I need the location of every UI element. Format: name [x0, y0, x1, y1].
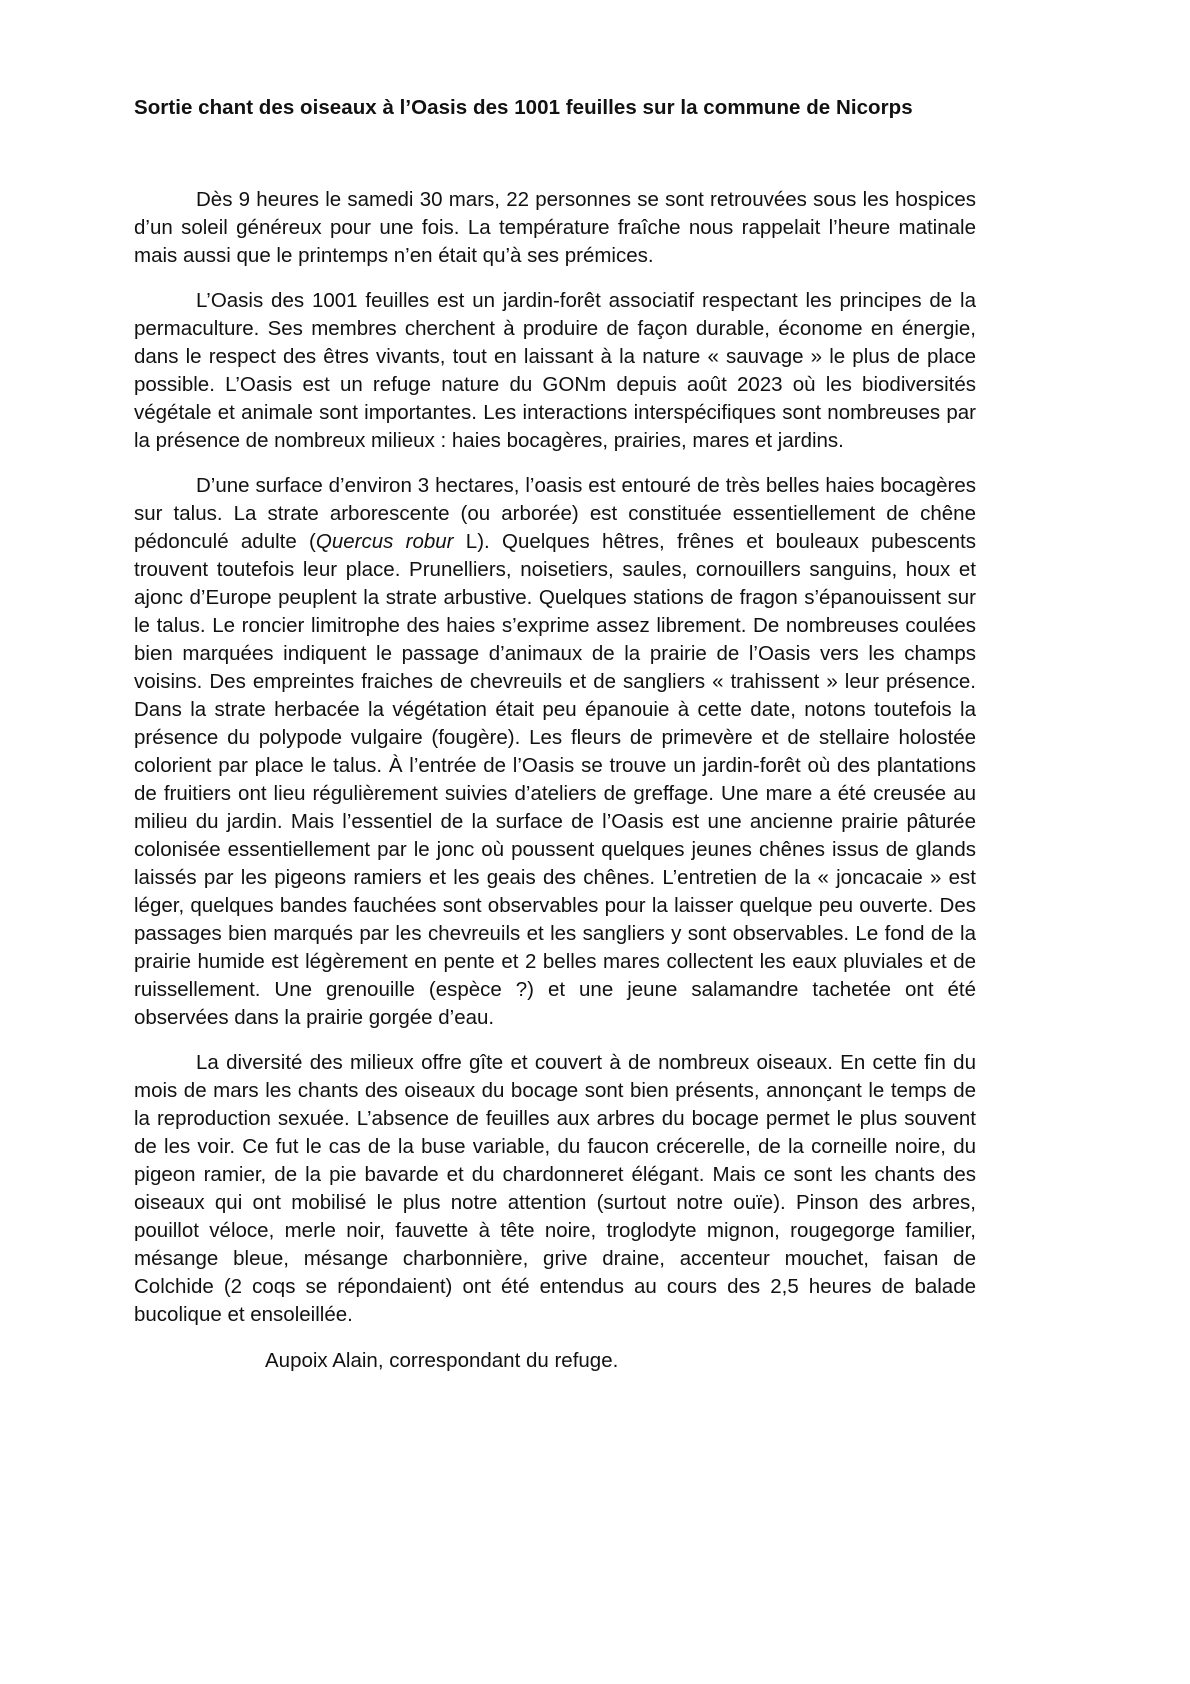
habitat-text-start: D’une surface d’environ 3 hectares, l’oasis est entouré de très belles haies bocagères sur talus. La strate arborescente (ou arborée) est constituée essentiellement de chêne pédonculé adulte (: [134, 474, 976, 553]
paragraph-bird-observations: La diversité des milieux offre gîte et couvert à de nombreux oiseaux. En cette fin du mois de mars les chants des oiseaux du bocage sont bien présents, annonçant le temps de la reproduction sexuée. L’absence de feuilles aux arbres du bocage permet le plus souvent de les voir. Ce fut le cas de la buse variable, du faucon crécerelle, de la corneille noire, du pigeon ramier, de la pie bavarde et du chardonneret élégant. Mais ce sont les chants des oiseaux qui ont mobilisé le plus notre attention (surtout notre ouïe). Pinson des arbres, pouillot véloce, merle noir, fauvette à tête noire, troglodyte mignon, rougegorge familier, mésange bleue, mésange charbonnière, grive draine, accenteur mouchet, faisan de Colchide (2 coqs se répondaient) ont été entendus au cours des 2,5 heures de balade bucolique et ensoleillée.: [134, 1051, 976, 1326]
document-title: Sortie chant des oiseaux à l’Oasis des 1001 feuilles sur la commune de Nicorps: [134, 96, 913, 119]
species-latin-name: Quercus robur: [315, 530, 454, 553]
habitat-text-end: L). Quelques hêtres, frênes et bouleaux pubescents trouvent toutefois leur place. Prunelliers, noisetiers, saules, cornouillers sanguins, houx et ajonc d’Europe peuplent la strate arbustive. Quelques stations de fragon s’épanouissent sur le talus. Le roncier limitrophe des haies s’exprime assez librement. De nombreuses coulées bien marquées indiquent le passage d’animaux de la prairie de l’Oasis vers les champs voisins. Des empreintes fraiches de chevreuils et de sangliers « trahissent » leur présence. Dans la strate herbacée la végétation était peu épanouie à cette date, notons toutefois la présence du polypode vulgaire (fougère). Les fleurs de primevère et de stellaire holostée colorient par place le talus. À l’entrée de l’Oasis se trouve un jardin-forêt où des plantations de fruitiers ont lieu régulièrement suivies d’ateliers de greffage. Une mare a été creusée au milieu du jardin. Mais l’essentiel de la surface de l’Oasis est une ancienne prairie pâturée colonisée essentiellement par le jonc où poussent quelques jeunes chênes issus de glands laissés par les pigeons ramiers et les geais des chênes. L’entretien de la « joncacaie » est léger, quelques bandes fauchées sont observables pour la laisser quelque peu ouverte. Des passages bien marqués par les chevreuils et les sangliers y sont observables. Le fond de la prairie humide est légèrement en pente et 2 belles mares collectent les eaux pluviales et de ruissellement. Une grenouille (espèce ?) et une jeune salamandre tachetée ont été observées dans la prairie gorgée d’eau.: [134, 530, 977, 1029]
document-page: [134, 94, 976, 1375]
paragraph-intro: Dès 9 heures le samedi 30 mars, 22 personnes se sont retrouvées sous les hospices d’un soleil généreux pour une fois. La température fraîche nous rappelait l’heure matinale mais aussi que le printemps n’en était qu’à ses prémices.: [134, 188, 976, 267]
paragraph-habitat-description: [134, 472, 976, 1032]
document-body: [134, 186, 976, 1375]
signature: Aupoix Alain, correspondant du refuge.: [265, 1349, 619, 1372]
paragraph-oasis-description: L’Oasis des 1001 feuilles est un jardin-forêt associatif respectant les principes de la permaculture. Ses membres cherchent à produire de façon durable, économe en énergie, dans le respect des êtres vivants, tout en laissant à la nature « sauvage » le plus de place possible. L’Oasis est un refuge nature du GONm depuis août 2023 où les biodiversités végétale et animale sont importantes. Les interactions interspécifiques sont nombreuses par la présence de nombreux milieux : haies bocagères, prairies, mares et jardins.: [134, 289, 976, 452]
